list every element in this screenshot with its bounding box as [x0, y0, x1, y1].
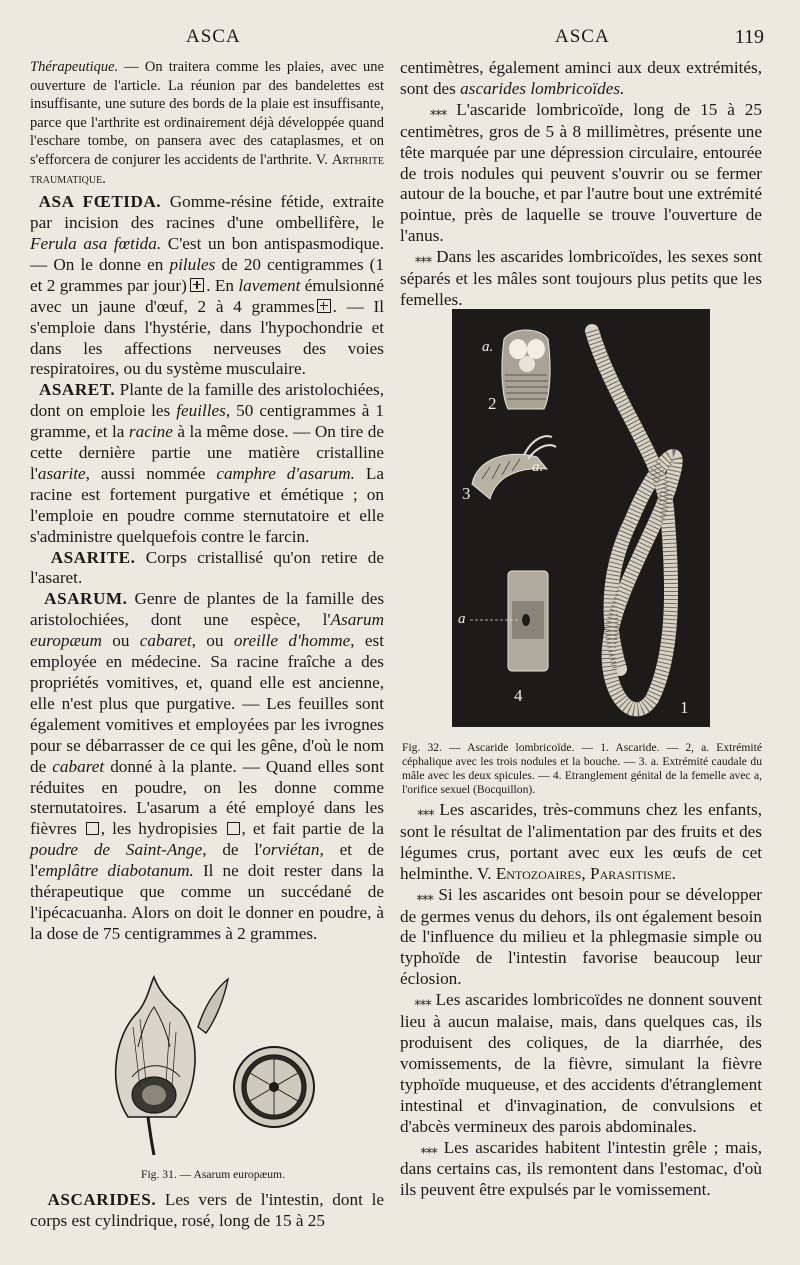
asterism-icon: ⁎⁎⁎: [420, 1140, 437, 1156]
entry-term: ASA FŒTIDA.: [38, 192, 162, 212]
paragraph-germes: [400, 885, 762, 991]
entry-italic: poudre de Saint-Ange: [30, 840, 203, 860]
entry-italic: oreille d'homme: [233, 631, 351, 651]
ascarides-continuation: [400, 58, 762, 100]
entry-ascarides: [30, 1190, 384, 1232]
entry-text: , de l': [202, 840, 263, 860]
entry-text: C'est un bon antispasmodique. — On le donne en: [30, 233, 384, 274]
entry-text: . En: [206, 275, 239, 295]
entry-asarite: [30, 548, 384, 590]
fig32-label-2: 2: [488, 394, 497, 413]
header-right-title: ASCA: [555, 26, 610, 47]
boxed-plus-icon: [190, 278, 204, 292]
entry-text: Les vers de l'intestin, dont le corps est cylindrique, rosé, long de 15 à 25: [30, 1190, 384, 1230]
paragraph-intestin-grele: [400, 1138, 762, 1202]
entry-italic: camphre d'asarum.: [216, 463, 355, 483]
paragraph-lombricoide: [400, 100, 762, 247]
entry-italic: cabaret: [139, 631, 192, 651]
entry-text: Genre de plantes de la famille des aristolochiées, dont une espèce, l': [30, 589, 385, 630]
running-header: [0, 26, 800, 56]
empty-box-icon: [227, 822, 240, 835]
empty-box-icon: [86, 822, 99, 835]
fig32-label-4: 4: [514, 686, 523, 705]
entry-asaret: [30, 380, 384, 547]
entry-text: , et fait partie de la: [241, 819, 385, 839]
entry-italic: emplâtre diabotanum.: [37, 861, 194, 881]
figure-32-ascaris-illustration: [452, 309, 710, 727]
entry-text: de 20 centigrammes (1 et 2 grammes par jour): [30, 254, 384, 295]
entry-term: ASARET.: [38, 380, 116, 400]
paragraph-enfants: [400, 800, 762, 885]
asterism-icon: ⁎⁎⁎: [429, 102, 447, 118]
ascaris-head-drawing: [502, 330, 550, 409]
cross-reference: Arthrite traumatique.: [30, 151, 384, 187]
entry-term: ASARITE.: [50, 547, 136, 567]
paragraph-sexes: [400, 247, 762, 311]
entry-asarum: [30, 589, 384, 944]
fig32-label-a-head: a.: [482, 339, 494, 355]
entry-text: centimètres, également aminci aux deux extrémités, sont des: [400, 58, 762, 98]
figure-32-caption: Fig. 32. — Ascaride lombricoïde. — 1. Ascaride. — 2, a. Extrémité céphalique avec les trois nodules et la bouche. — 3. a. Extrémité caudale du mâle avec les deux spicules. — 4. Etranglement génital de la femelle avec a, l'orifice sexuel (Bocquillon).: [402, 741, 762, 796]
entry-text: Si les ascarides ont besoin pour se développer de germes venus du dehors, ils ont également besoin de l'influence du milieu et la phlegmasie simple ou typhoïde de l'intestin favorise beaucoup leur éclosion.: [400, 884, 763, 989]
entry-text: , aussi nommée: [85, 463, 217, 483]
entry-text: , les hydropisies: [100, 819, 218, 839]
entry-text: émulsionné avec un jaune d'œuf, 2 à 4 grammes: [30, 275, 384, 316]
paragraph-malaise: [400, 990, 762, 1137]
entry-text: ou: [101, 631, 140, 651]
entry-italic: orviétan: [262, 840, 320, 860]
entry-text: Gomme-résine fétide, extraite par incision des racines d'une ombellifère, le: [30, 192, 384, 233]
cross-reference: Entozoaires, Parasitisme.: [495, 863, 676, 883]
therapeutique-label: Thérapeutique.: [30, 59, 119, 75]
entry-text: Dans les ascarides lombricoïdes, les sexes sont séparés et les mâles sont toujours plus petits que les femelles.: [400, 247, 763, 309]
entry-italic: ascarides lombricoïdes.: [460, 78, 625, 98]
entry-text: L'ascaride lombricoïde, long de 15 à 25 centimètres, gros de 5 à 8 millimètres, présente une tête marquée par une dépression circulaire, entourée de trois nodules qui peuvent s'ouvrir ou se fermer autour de la bouche, et par l'autre bout une extrémité pointue, près de laquelle se trouve l'ouverture de l'anus.: [400, 99, 762, 246]
asterism-icon: ⁎⁎⁎: [416, 887, 433, 903]
fig32-label-a-segment: a: [458, 611, 466, 627]
boxed-plus-icon: [317, 299, 331, 313]
therapeutique-text: — On traitera comme les plaies, avec une ouverture de l'article. La réunion par des bandelettes est insuffisante, une suture des bords de la plaie est insuffisante, parce que l'arthrite est ordinairement déjà développée quand l'eschare tombe, on pansera avec des cataplasmes, et on s'efforcera de conjurer les accidents de l'arthrite. V.: [30, 59, 384, 168]
entry-text: Corps cristallisé qu'on retire de l'asaret.: [30, 547, 384, 588]
entry-italic: asarite: [37, 463, 86, 483]
fig32-label-a-tail: a.: [532, 459, 544, 475]
entry-text: Les ascarides, très-communs chez les enfants, sont le résultat de l'alimentation par des fruits et des légumes crus, portant avec eux les œufs de cet helminthe. V.: [400, 800, 763, 883]
entry-text: , 50 centigrammes à 1 gramme, et la: [30, 401, 384, 442]
entry-asa-foetida: [30, 192, 384, 380]
entry-italic: lavement: [238, 275, 301, 295]
entry-italic: cabaret: [52, 756, 105, 776]
entry-text: Les ascarides lombricoïdes ne donnent souvent lieu à aucun malaise, mais, dans quelques cas, ils produisent des coliques, de la diarrhée, des vomissements, de la fièvre, simulant la fièvre typhoïde muqueuse, et des accidents d'étranglement intestinal et d'invagination, de convulsions et d'abcès vermineux des parois abdominales.: [400, 990, 762, 1136]
entry-italic: feuilles: [176, 401, 226, 421]
entry-text: . — Il s'emploie dans l'hystérie, dans l'hypochondrie et dans les affections nerveuses des voies respiratoires, ou du système musculaire.: [30, 296, 385, 379]
entry-text: , est employée en médecine. Sa racine fraîche a des propriétés vomitives, et, quand elle est ancienne, elle n'est plus que purgative. — Les feuilles sont également vomitives et employées par les ivrognes pour se débarrasser de ce qui les gêne, d'où le nom de: [30, 631, 385, 776]
entry-term: ASARUM.: [44, 589, 128, 609]
entry-text: à la même dose. — On tire de cette dernière partie une matière cristalline l': [30, 422, 384, 483]
entry-text: donné à la plante. — Quand elles sont réduites en poudre, on les donne comme sternutatoires. L'asarum a été employé dans les fièvres: [30, 756, 384, 839]
asterism-icon: ⁎⁎⁎: [414, 250, 432, 266]
therapeutique-paragraph: [30, 58, 384, 188]
figure-31-caption: Fig. 31. — Asarum europæum.: [141, 1168, 285, 1181]
header-left-title: ASCA: [186, 26, 241, 47]
asterism-icon: ⁎⁎⁎: [417, 803, 434, 818]
entry-italic: Ferula asa fœtida.: [30, 233, 162, 253]
right-column-upper: [400, 58, 762, 311]
entry-text: Il ne doit rester dans la thérapeutique que comme un succédané de l'ipécacuanha. Alors on doit le donner en poudre, à la dose de 75 centigrammes à 2 grammes.: [30, 861, 384, 943]
entry-text: Plante de la famille des aristolochiées, dont on emploie les: [30, 380, 385, 421]
fig32-label-1: 1: [680, 698, 689, 717]
entry-italic: racine: [128, 422, 173, 442]
left-column: [30, 58, 384, 945]
figure-31-asarum-illustration: [88, 967, 338, 1157]
right-column-lower: [400, 800, 762, 1201]
entry-italic: Asarum europæum: [30, 610, 384, 651]
fig32-label-3: 3: [462, 484, 471, 503]
entry-text: Les ascarides habitent l'intestin grêle ; mais, dans certains cas, ils remontent dans l'estomac, d'où ils peuvent être expulsés par le vomissement.: [400, 1137, 762, 1200]
entry-italic: pilules: [169, 254, 216, 274]
entry-text: , ou: [191, 631, 234, 651]
entry-text: , et de l': [30, 840, 384, 881]
asterism-icon: ⁎⁎⁎: [414, 993, 431, 1009]
page-number: 119: [734, 26, 764, 48]
entry-term: ASCARIDES.: [47, 1190, 157, 1209]
entry-text: La racine est fortement purgative et émétique ; on l'emploie en poudre comme sternutatoire et elle s'administre quelquefois contre le farcin.: [30, 463, 384, 546]
